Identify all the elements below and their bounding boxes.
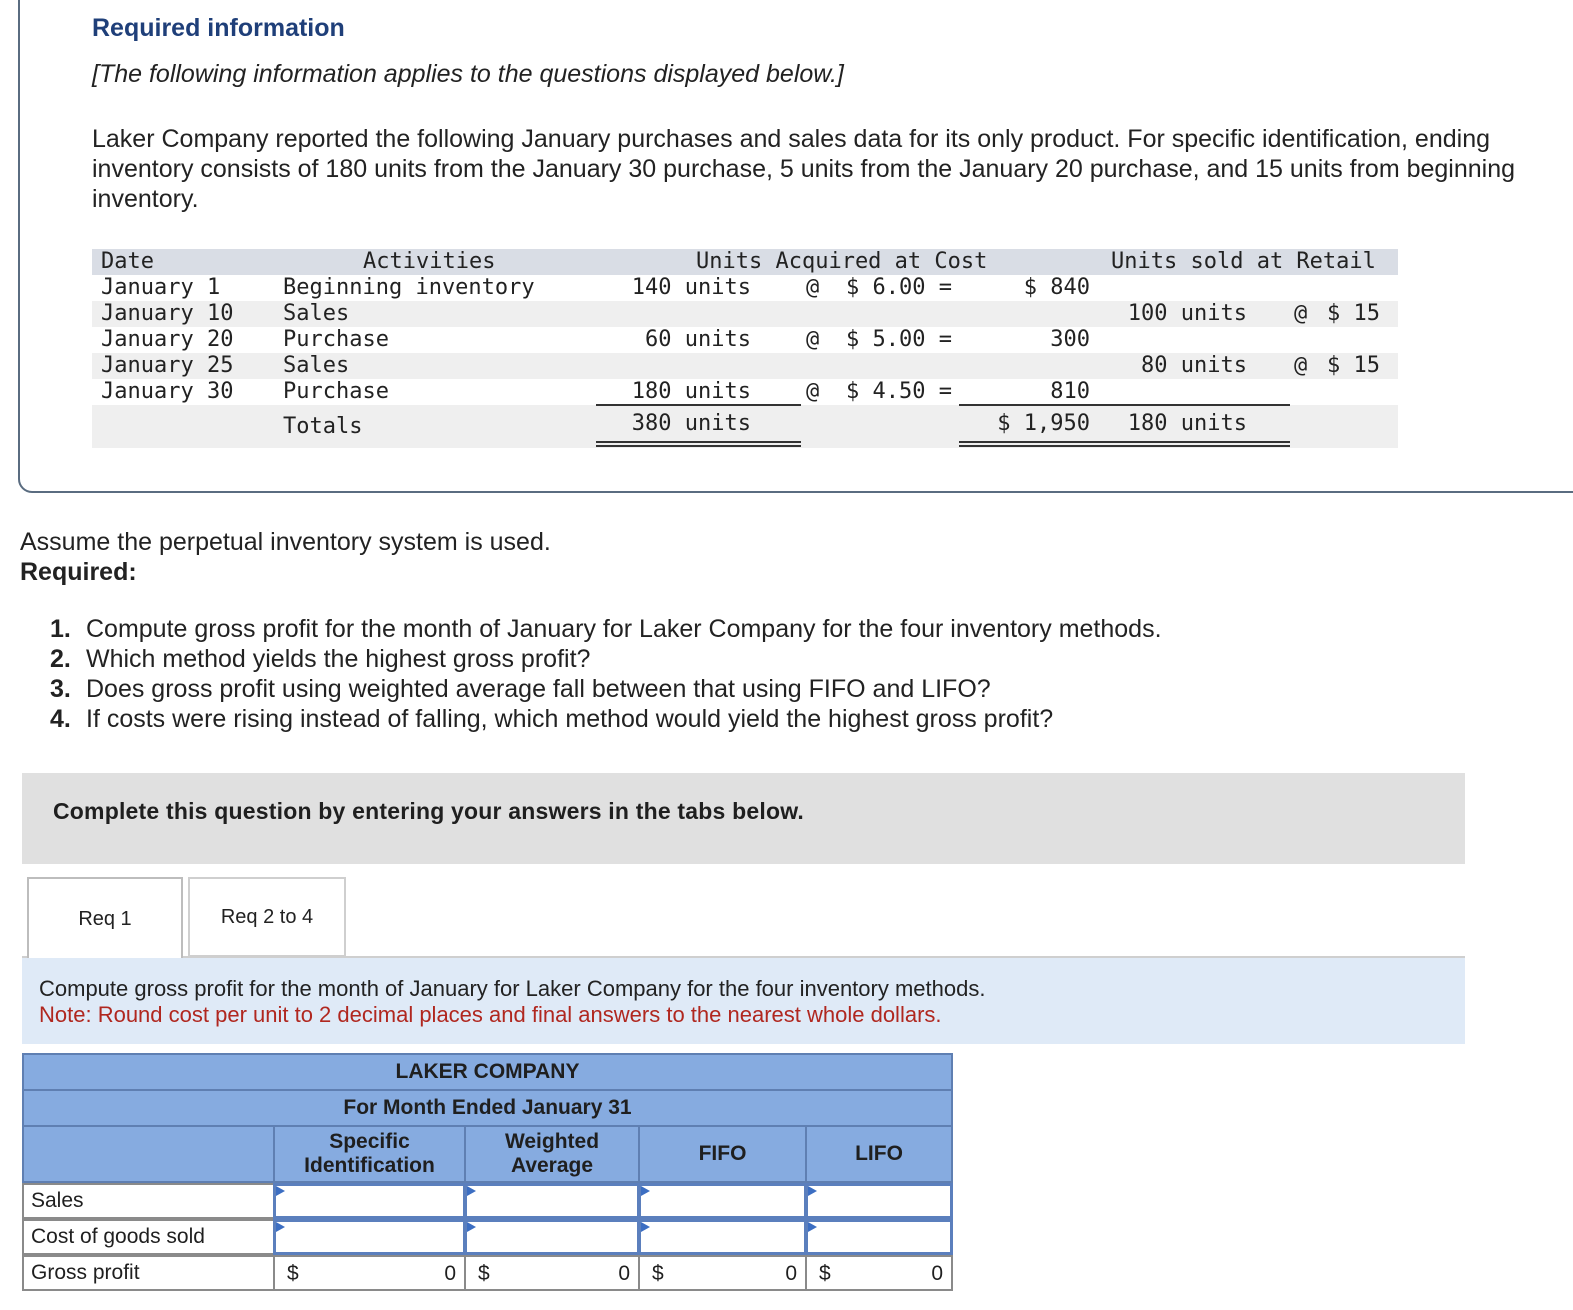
company-header: LAKER COMPANY — [22, 1053, 953, 1091]
instruction-text: Compute gross profit for the month of January for Laker Company for the four inventory methods. — [39, 976, 986, 1001]
header-units-sold: Units sold at Retail — [1111, 249, 1376, 274]
complete-banner — [22, 773, 1465, 864]
row-activity: Beginning inventory — [283, 275, 535, 300]
totals-cost: $ 1,950 — [997, 411, 1090, 436]
underline — [596, 404, 801, 406]
cogs-fifo-input[interactable] — [638, 1219, 807, 1255]
totals-label: Totals — [283, 414, 363, 439]
sales-specific-id-input[interactable] — [273, 1183, 466, 1219]
sales-lifo-input[interactable] — [805, 1183, 953, 1219]
row-total-cost: 300 — [1050, 327, 1090, 352]
row-unit-cost: $ 4.50 = — [846, 379, 952, 404]
at-sign: @ — [806, 275, 820, 300]
row-activity: Sales — [283, 301, 350, 326]
tab-req-2-to-4[interactable]: Req 2 to 4 — [188, 877, 346, 957]
question-item: 1. Compute gross profit for the month of January for Laker Company for the four inventory methods. — [50, 615, 1162, 643]
row-activity: Sales — [283, 353, 350, 378]
row-unit-cost: $ 5.00 = — [846, 327, 952, 352]
sales-weighted-avg-input[interactable] — [464, 1183, 640, 1219]
row-total-cost: 810 — [1050, 379, 1090, 404]
question-item: 2. Which method yields the highest gross profit? — [50, 645, 591, 673]
underline — [959, 404, 1290, 406]
row-date: January 25 — [101, 353, 234, 378]
gross-profit-weighted-avg: $ 0 — [464, 1255, 640, 1291]
sales-fifo-input[interactable] — [638, 1183, 807, 1219]
period-header: For Month Ended January 31 — [22, 1089, 953, 1127]
gross-profit-fifo: $ 0 — [638, 1255, 807, 1291]
required-label: Required: — [20, 558, 137, 586]
row-label-gross-profit: Gross profit — [22, 1255, 275, 1291]
instructions-panel — [22, 958, 1465, 1044]
at-sign: @ — [806, 327, 820, 352]
totals-units-acquired: 380 units — [631, 411, 751, 436]
row-units-acquired: 60 units — [645, 327, 751, 352]
required-info-title: Required information — [92, 14, 345, 42]
cogs-weighted-avg-input[interactable] — [464, 1219, 640, 1255]
col-fifo: FIFO — [638, 1125, 807, 1183]
header-activities: Activities — [363, 249, 496, 274]
tab-req-1[interactable]: Req 1 — [27, 877, 183, 959]
col-lifo: LIFO — [805, 1125, 953, 1183]
row-activity: Purchase — [283, 379, 389, 404]
at-sign: @ — [1294, 301, 1308, 326]
question-item: 4. If costs were rising instead of falling, which method would yield the highest gross profit? — [50, 705, 1054, 733]
question-item: 3. Does gross profit using weighted average fall between that using FIFO and LIFO? — [50, 675, 991, 703]
info-paragraph: Laker Company reported the following January purchases and sales data for its only product. For specific identification, ending inventory consists of 180 units from the January 30 purchase, 5 units from the January 20 purchase, and 15 units from beginning inventory. — [92, 125, 1516, 213]
gross-profit-lifo: $ 0 — [805, 1255, 953, 1291]
assumption-text: Assume the perpetual inventory system is used. — [20, 528, 551, 556]
row-units-acquired: 140 units — [631, 275, 751, 300]
row-date: January 1 — [101, 275, 221, 300]
at-sign: @ — [1294, 353, 1308, 378]
row-date: January 20 — [101, 327, 234, 352]
row-total-cost: $ 840 — [1023, 275, 1090, 300]
row-retail-price: $ 15 — [1327, 353, 1380, 378]
row-units-acquired: 180 units — [631, 379, 751, 404]
cogs-lifo-input[interactable] — [805, 1219, 953, 1255]
gross-profit-specific-id: $ 0 — [273, 1255, 466, 1291]
double-underline — [596, 441, 801, 447]
row-units-sold: 80 units — [1141, 353, 1247, 378]
row-units-sold: 100 units — [1127, 301, 1247, 326]
row-label-cogs: Cost of goods sold — [22, 1219, 275, 1255]
row-unit-cost: $ 6.00 = — [846, 275, 952, 300]
cogs-specific-id-input[interactable] — [273, 1219, 466, 1255]
at-sign: @ — [806, 379, 820, 404]
header-date: Date — [101, 249, 154, 274]
row-activity: Purchase — [283, 327, 389, 352]
rounding-note: Note: Round cost per unit to 2 decimal places and final answers to the nearest whole dollars. — [39, 1002, 942, 1027]
col-specific-identification: Specific Identification — [273, 1125, 466, 1183]
label-column-header — [22, 1125, 275, 1183]
col-weighted-average: Weighted Average — [464, 1125, 640, 1183]
row-date: January 30 — [101, 379, 234, 404]
row-retail-price: $ 15 — [1327, 301, 1380, 326]
info-note: [The following information applies to the questions displayed below.] — [92, 60, 844, 88]
row-label-sales: Sales — [22, 1183, 275, 1219]
answer-table — [22, 1053, 953, 1291]
banner-text: Complete this question by entering your answers in the tabs below. — [53, 798, 805, 824]
question-list — [50, 614, 1162, 734]
header-units-acquired: Units Acquired at Cost — [696, 249, 988, 274]
totals-units-sold: 180 units — [1127, 411, 1247, 436]
row-date: January 10 — [101, 301, 234, 326]
double-underline — [959, 441, 1290, 447]
